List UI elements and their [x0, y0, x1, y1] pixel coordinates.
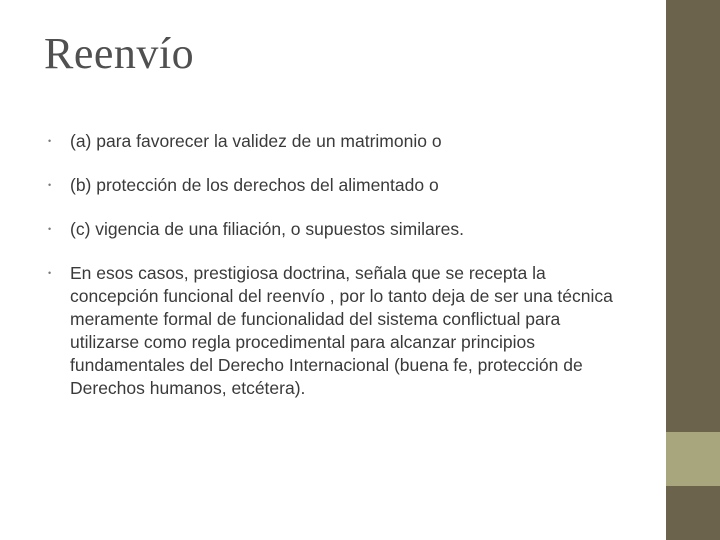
bullet-marker: •	[48, 224, 52, 234]
bullet-text: (b) protección de los derechos del alimentado o	[70, 175, 439, 195]
bullet-text: (a) para favorecer la validez de un matrimonio o	[70, 131, 442, 151]
bullet-list	[48, 130, 628, 400]
bullet-item	[48, 130, 628, 153]
side-accent-bar	[666, 0, 720, 432]
bullet-text: (c) vigencia de una filiación, o supuestos similares.	[70, 219, 464, 239]
bullet-item	[48, 218, 628, 241]
bullet-marker: •	[48, 136, 52, 146]
side-accent-bar-bottom	[666, 486, 720, 540]
bullet-text: En esos casos, prestigiosa doctrina, señala que se recepta la concepción funcional del reenvío , por lo tanto deja de ser una técnica meramente formal de funcionalidad del sistema conflictual para utilizarse como regla procedimental para alcanzar principios fundamentales del Derecho Internacional (buena fe, protección de Derechos humanos, etcétera).	[70, 263, 613, 398]
slide-title: Reenvío	[44, 29, 195, 78]
bullet-marker: •	[48, 268, 52, 278]
bullet-item	[48, 174, 628, 197]
bullet-item	[48, 262, 628, 400]
bullet-marker: •	[48, 180, 52, 190]
side-accent-block	[666, 432, 720, 486]
